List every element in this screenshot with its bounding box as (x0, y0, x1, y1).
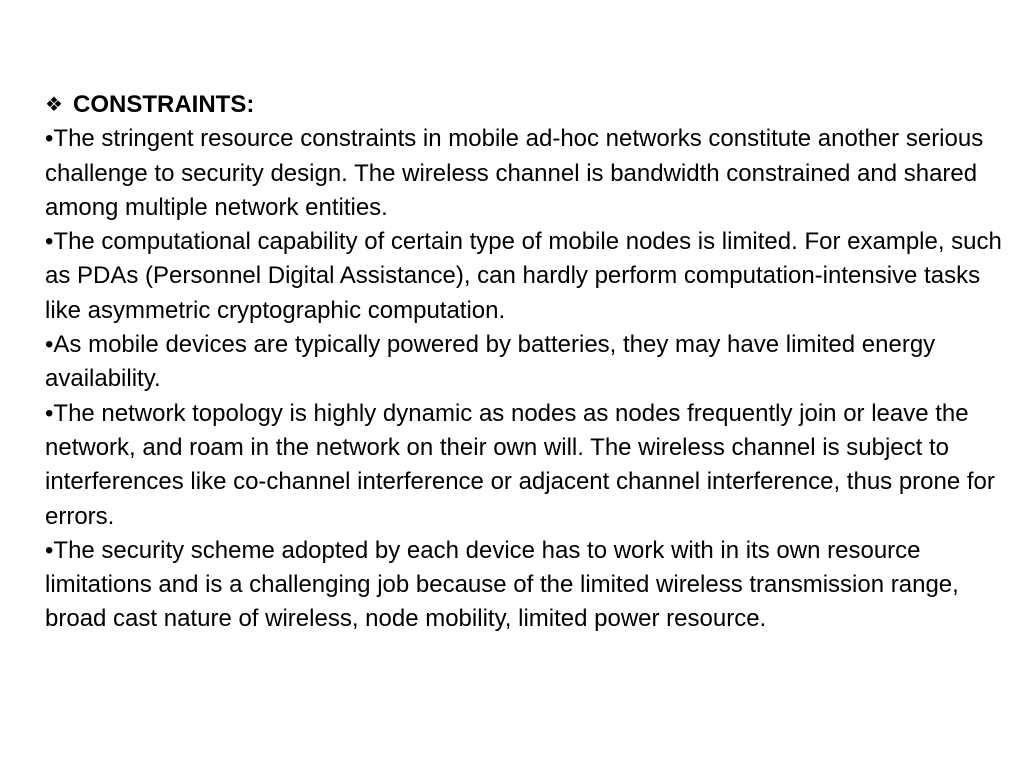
bullet-symbol: • (45, 125, 54, 153)
bullet-symbol: • (45, 331, 54, 359)
bullet-item (45, 534, 1005, 637)
bullet-symbol: • (45, 228, 54, 256)
bullet-text: The security scheme adopted by each device has to work with in its own resource limitations and is a challenging job because of the limited wireless transmission range, broad cast nature of wireless, node mobility, limited power resource. (45, 536, 959, 633)
bullet-item (45, 397, 1005, 534)
bullet-item (45, 122, 1005, 225)
bullet-symbol: • (45, 399, 54, 427)
section-heading (45, 88, 1005, 122)
slide-content (45, 88, 1005, 637)
bullet-text: As mobile devices are typically powered by batteries, they may have limited energy availability. (45, 331, 936, 393)
bullet-text: The network topology is highly dynamic as nodes as nodes frequently join or leave the network, and roam in the network on their own will. The wireless channel is subject to interferences like co-channel interference or adjacent channel interference, thus prone for errors. (45, 399, 995, 530)
bullet-item (45, 328, 1005, 397)
bullet-symbol: • (45, 536, 54, 564)
heading-text: CONSTRAINTS: (73, 91, 255, 118)
bullet-item (45, 225, 1005, 328)
bullet-text: The computational capability of certain type of mobile nodes is limited. For example, such as PDAs (Personnel Digital Assistance), can hardly perform computation-intensive tasks like asymmetric cryptographic computation. (45, 228, 1002, 324)
diamond-bullet-icon: ❖ (45, 94, 63, 116)
bullet-text: The stringent resource constraints in mobile ad-hoc networks constitute another serious challenge to security design. The wireless channel is bandwidth constrained and shared among multiple network entities. (45, 125, 984, 221)
